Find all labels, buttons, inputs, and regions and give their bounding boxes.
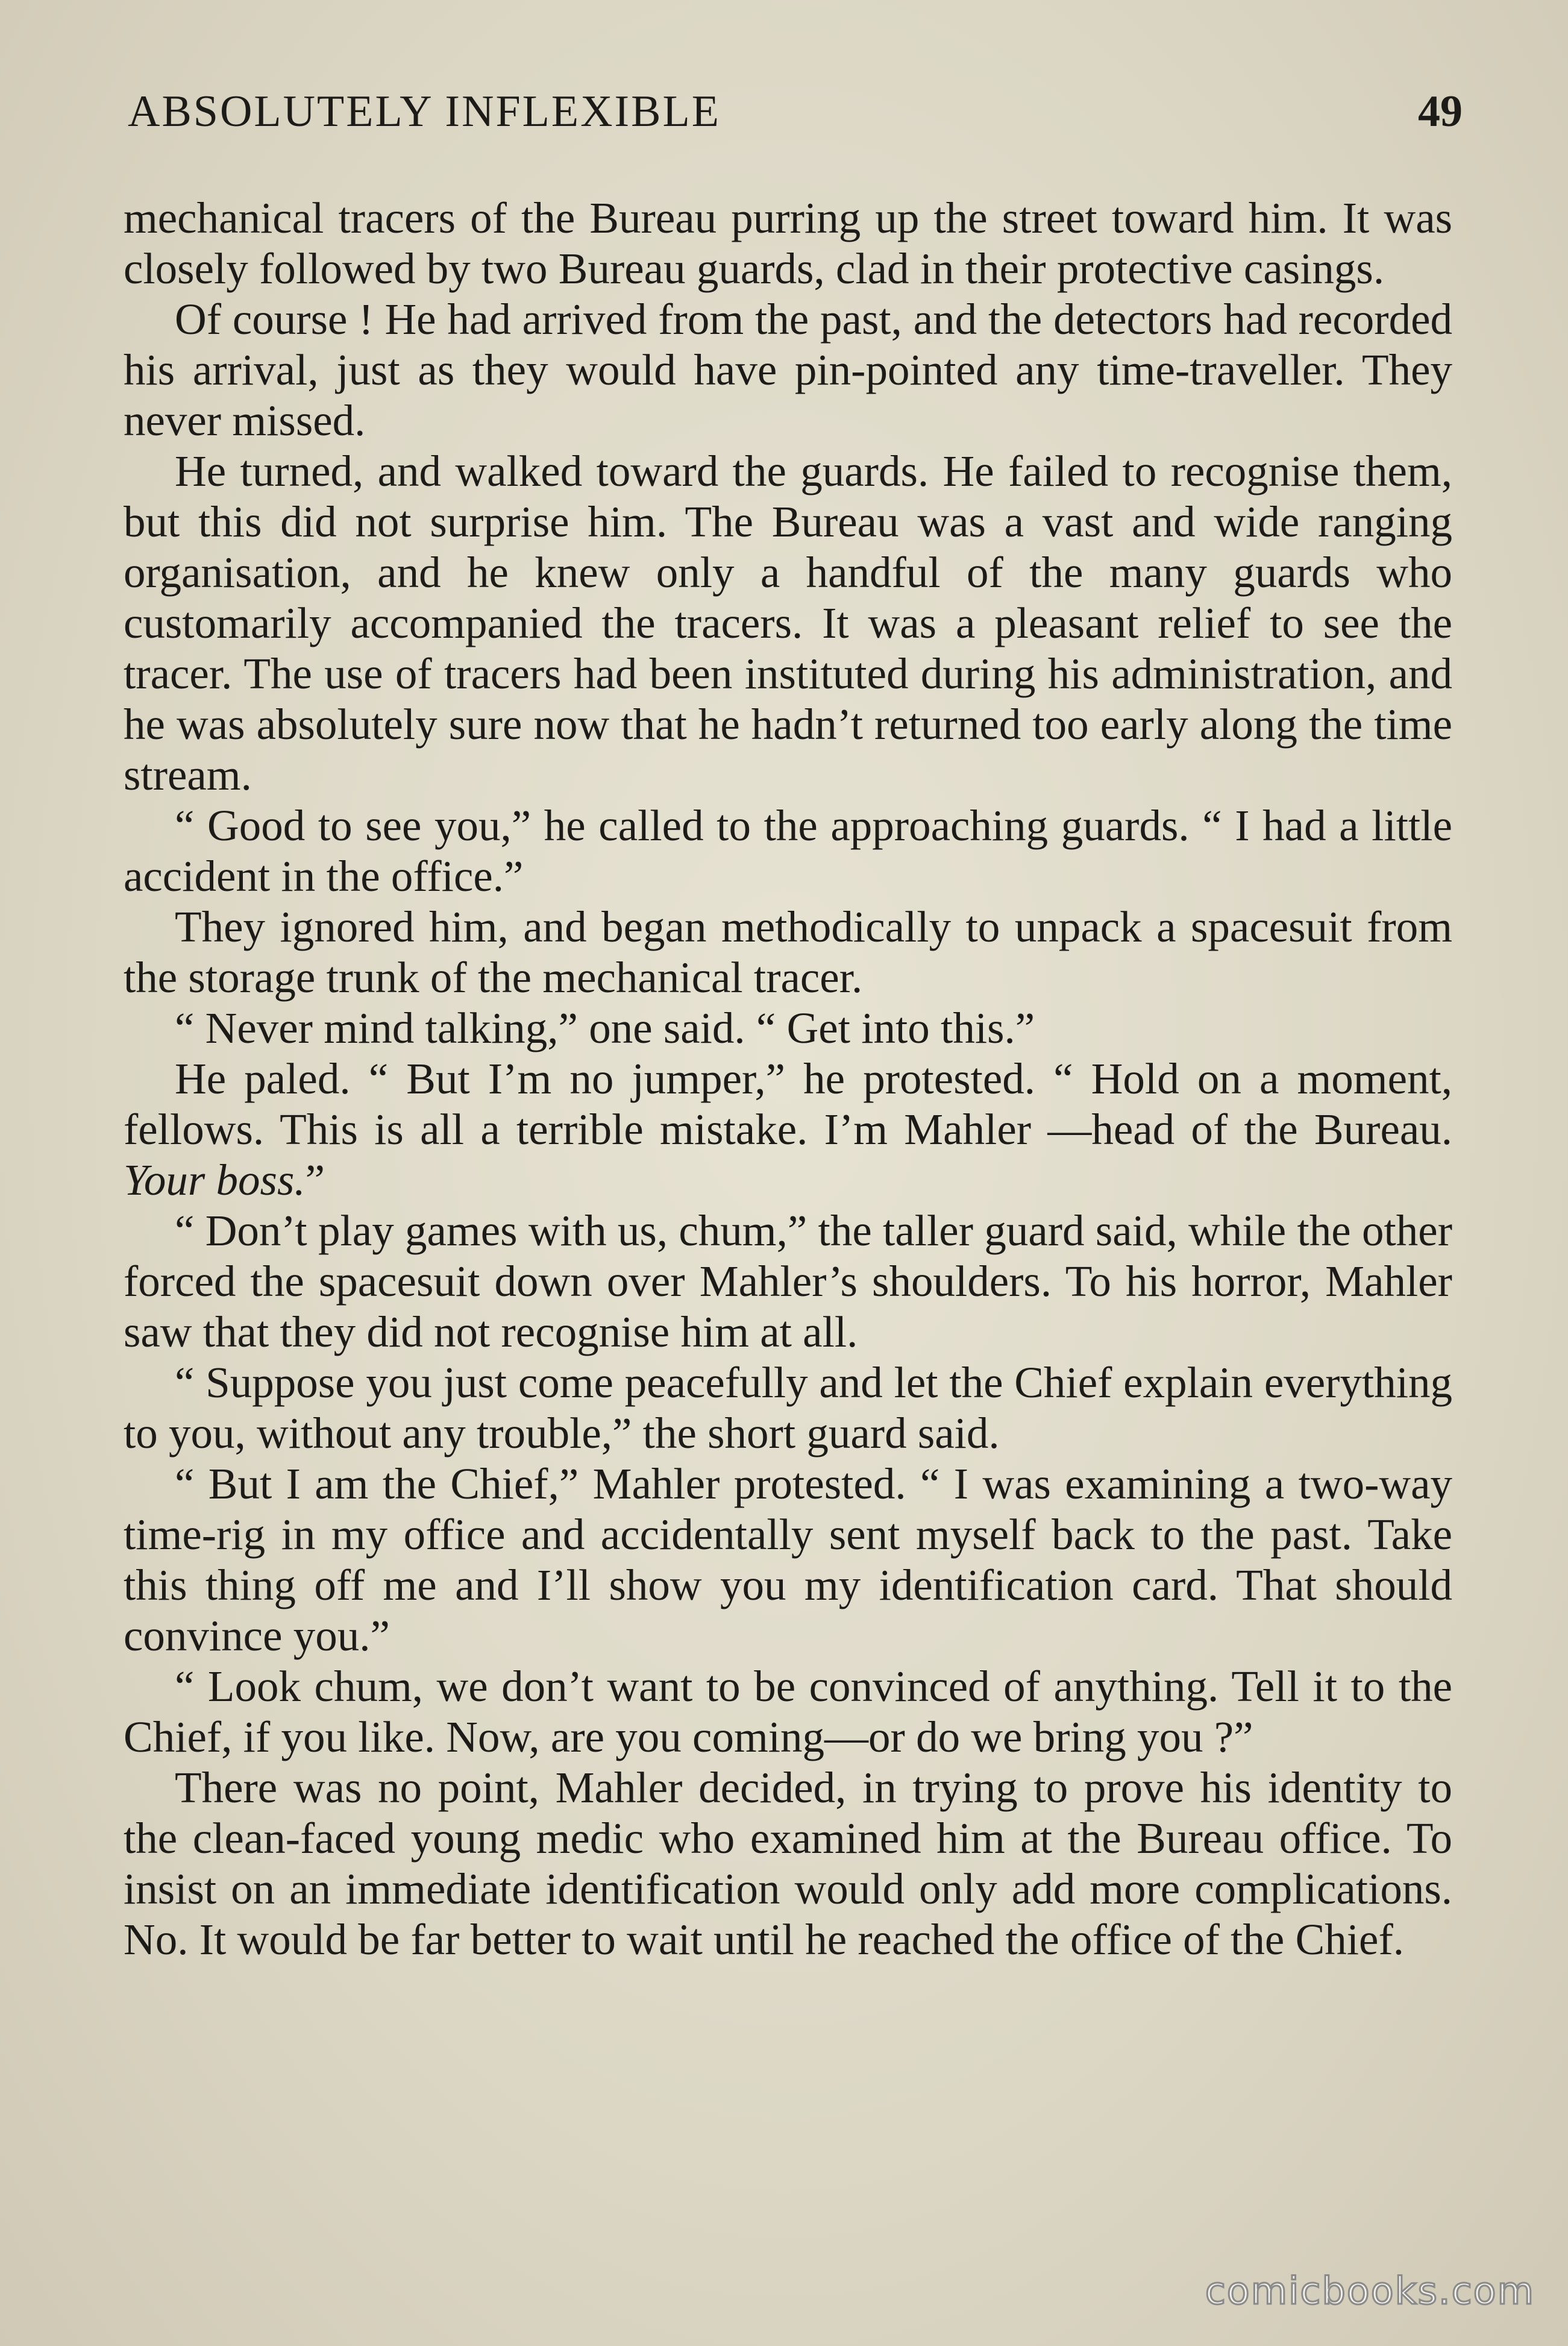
body-text [124, 193, 1452, 1965]
running-title: ABSOLUTELY INFLEXIBLE [128, 87, 721, 136]
watermark: comicbooks.com [1205, 2269, 1535, 2313]
paragraph-7-italic: Your boss. [124, 1156, 306, 1204]
paragraph-7 [124, 1054, 1452, 1206]
paragraph-8: “ Don’t play games with us, chum,” the taller guard said, while the other forced the spacesuit down over Mahler’s shoulders. To his horror, Mahler saw that they did not recognise him at all. [124, 1206, 1452, 1356]
paragraph-7-tail: ” [305, 1156, 325, 1204]
paragraph-4: “ Good to see you,” he called to the approaching guards. “ I had a little accident in the office.” [124, 801, 1452, 901]
paragraph-7-text: He paled. “ But I’m no jumper,” he protested. “ Hold on a moment, fellows. This is all a terrible mistake. I’m Mahler —head of the Bureau. [124, 1054, 1452, 1154]
paragraph-5: They ignored him, and began methodically to unpack a spacesuit from the storage trunk of the mechanical tracer. [124, 902, 1452, 1002]
paragraph-11: “ Look chum, we don’t want to be convinced of anything. Tell it to the Chief, if you like. Now, are you coming—or do we bring you ?” [124, 1662, 1452, 1761]
paragraph-9: “ Suppose you just come peacefully and let the Chief explain everything to you, without any trouble,” the short guard said. [124, 1358, 1452, 1458]
paragraph-1: mechanical tracers of the Bureau purring up the street toward him. It was closely followed by two Bureau guards, clad in their protective casings. [124, 193, 1452, 293]
paragraph-3: He turned, and walked toward the guards. He failed to recognise them, but this did not surprise him. The Bureau was a vast and wide ranging organisation, and he knew only a handful of the many guards who customarily accompanied the tracers. It was a pleasant relief to see the tracer. The use of tracers had been instituted during his administration, and he was absolutely sure now that he hadn’t returned too early along the time stream. [124, 447, 1452, 799]
paragraph-6: “ Never mind talking,” one said. “ Get into this.” [175, 1004, 1035, 1052]
paragraph-10: “ But I am the Chief,” Mahler protested. “ I was examining a two-way time-rig in my office and accidentally sent myself back to the past. Take this thing off me and I’ll show you my identification card. That should convince you.” [124, 1459, 1452, 1660]
paragraph-12: There was no point, Mahler decided, in trying to prove his identity to the clean-faced young medic who examined him at the Bureau office. To insist on an immediate identification would only add more complications. No. It would be far better to wait until he reached the office of the Chief. [124, 1763, 1452, 1964]
paragraph-2: Of course ! He had arrived from the past, and the detectors had recorded his arrival, just as they would have pin-pointed any time-traveller. They never missed. [124, 295, 1452, 445]
page-number: 49 [1418, 87, 1463, 136]
